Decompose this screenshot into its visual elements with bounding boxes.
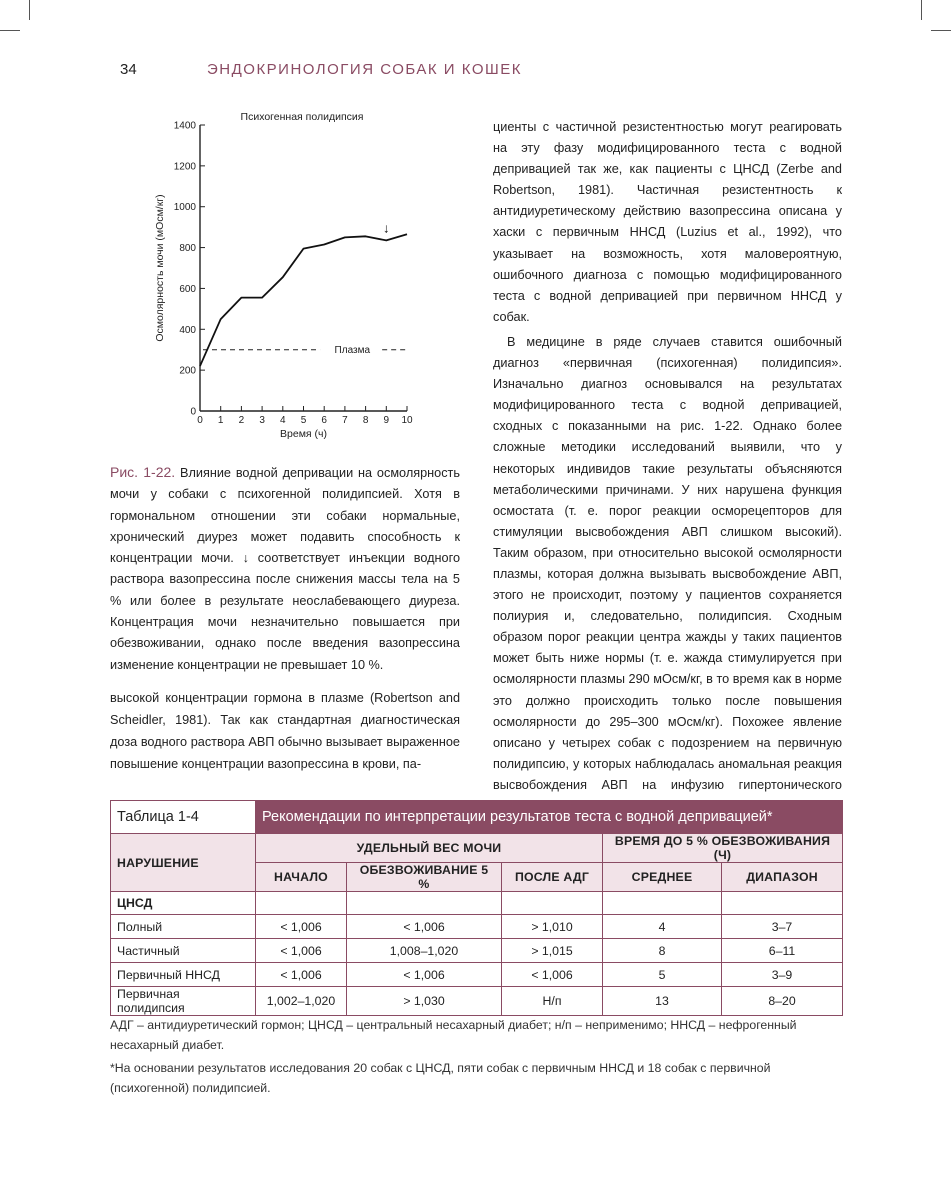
x-tick-label: 9 [383,415,390,426]
table-cell: < 1,006 [256,939,347,963]
page-number: 34 [120,61,137,78]
crop-mark [931,30,951,31]
table-cell: < 1,006 [347,963,502,987]
table-title: Рекомендации по интерпретации результатов теста с водной депривацией* [256,801,843,834]
column-header-dehydration: ОБЕЗВОЖИВАНИЕ 5 % [347,863,502,892]
table-cell: < 1,006 [502,963,603,987]
table-cell: < 1,006 [347,915,502,939]
table-row [111,987,843,1016]
section-label: ЦНСД [111,892,256,915]
x-axis-label: Время (ч) [280,428,327,440]
x-tick-label: 4 [280,415,286,426]
figure-caption-text: Влияние водной депривации на осмолярность мочи у собаки с психогенной полидипсией. Хотя в гормональном отношении эти собаки нормальные, хронический диурез может подавить способность к концентрации мочи. ↓ соответствует инъекции водного раствора вазопрессина после снижения массы тела на 5 % или более в результате неослабевающего диуреза. Концентрация мочи незначительно повышается при обезвоживании, однако после введения вазопрессина изменение концентрации не превышает 10 %. [110,466,460,672]
table-cell: 8 [603,939,722,963]
y-tick-label: 400 [179,324,196,336]
column-header-range: ДИАПАЗОН [722,863,843,892]
y-tick-label: 1200 [173,161,196,173]
table-notes [110,1016,843,1102]
x-tick-label: 1 [217,415,224,426]
chart-title: Психогенная полидипсия [240,111,364,123]
table-cell: 13 [603,987,722,1016]
table-cell: 1,008–1,020 [347,939,502,963]
table-cell: 6–11 [722,939,843,963]
y-tick-label: 1400 [173,120,196,132]
paragraph: высокой концентрации гормона в плазме (Robertson and Scheidler, 1981). Так как стандартная диагностическая доза водного раствора АВП обычно вызывает выраженное повышение концентрации вазопрессина в крови, па- [110,691,460,771]
group-header-specific-gravity: УДЕЛЬНЫЙ ВЕС МОЧИ [256,834,603,863]
paragraph: циенты с частичной резистентностью могут реагировать на эту фазу модифицированного теста с водной депривацией так же, как пациенты с ЦНСД (Zerbe and Robertson, 1981). Частичная резистентность к антидиуретическому действию вазопрессина описана у хаски с первичным ННСД (Luzius et al., 1992), что указывает на возможность, хотя маловероятную, ошибочного диагноза с помощью модифицированного теста с водной депривацией при первичном ННСД у собак. [493,120,842,324]
x-tick-label: 3 [259,415,265,426]
table-cell: > 1,030 [347,987,502,1016]
row-name: Первичная полидипсия [111,987,256,1016]
crop-mark [0,30,20,31]
figure-label: Рис. 1-22. [110,464,176,480]
y-tick-label: 800 [179,243,196,255]
row-name: Полный [111,915,256,939]
table-cell: 8–20 [722,987,843,1016]
series-line [200,234,407,366]
table-cell: 4 [603,915,722,939]
plasma-reference-label: Плазма [334,345,371,357]
x-tick-label: 6 [321,415,327,426]
table-label: Таблица 1-4 [111,801,256,834]
table-cell: 1,002–1,020 [256,987,347,1016]
paragraph: В медицине в ряде случаев ставится ошибочный диагноз «первичная (психогенная) полидипсия». Изначально диагноз основывался на результатах модифицированного теста с водной депривацией, сходных с показанными на рис. 1-22. Однако более сложные методики исследований выявили, что у некоторых индивидов такие результаты объясняются метаболическими причинами. У них нарушена функция осмостата (т. е. порог реакции осморецепторов для стимуляции высвобождения АВП слишком высокий). Таким образом, при относительно высокой осмолярности плазмы, которая должна вызывать высвобождение АВП, этого не происходит, поэтому у пациентов сохраняется полиурия и, следовательно, полидипсия. Сходным образом порог реакции центра жажды у таких пациентов может быть ниже нормы (т. е. жажда стимулируется при осмолярности плазмы 290 мОсм/кг, в то время как в норме это должно происходить только после повышения осмолярности до 295–300 мОсм/кг). Похожее явление описано у четырех собак с подозрением на первичную полидипсию, у которых наблюдалась аномальная реакция высвобождения АВП на инфузию гипертонического [493,334,842,792]
table-cell: 5 [603,963,722,987]
x-tick-label: 5 [300,415,307,426]
table-row [111,939,843,963]
left-column-text [110,687,460,775]
table-cell: > 1,015 [502,939,603,963]
y-tick-label: 0 [190,406,196,418]
group-header-time: ВРЕМЯ ДО 5 % ОБЕЗВОЖИВАНИЯ (Ч) [603,834,843,863]
x-tick-label: 8 [362,415,369,426]
footnote: *На основании результатов исследования 20 собак с ЦНСД, пяти собак с первичным ННСД и 18 собак с первичной (психогенной) полидипсией. [110,1061,771,1095]
table-cell: < 1,006 [256,963,347,987]
x-tick-label: 2 [238,415,245,426]
x-tick-label: 10 [401,415,413,426]
table-row [111,915,843,939]
table-cell: Н/п [502,987,603,1016]
column-header-start: НАЧАЛО [256,863,347,892]
crop-mark [29,0,30,20]
y-tick-label: 600 [179,283,196,295]
table-cell: > 1,010 [502,915,603,939]
abbreviations-note: АДГ – антидиуретический гормон; ЦНСД – центральный несахарный диабет; н/п – неприменимо; ННСД – нефрогенный несахарный диабет. [110,1018,797,1052]
table-cell: 3–7 [722,915,843,939]
recommendation-table [110,800,843,1016]
row-name: Первичный ННСД [111,963,256,987]
x-tick-label: 7 [342,415,348,426]
table-cell: 3–9 [722,963,843,987]
y-axis-label: Осмолярность мочи (мОсм/кг) [154,194,166,342]
y-tick-label: 200 [179,365,196,377]
x-tick-label: 0 [197,415,203,426]
running-title: ЭНДОКРИНОЛОГИЯ СОБАК И КОШЕК [207,61,522,78]
row-name: Частичный [111,939,256,963]
table-row [111,963,843,987]
crop-mark [921,0,922,20]
vasopressin-injection-arrow: ↓ [383,220,390,236]
right-column-text [493,117,842,859]
column-header-after-adh: ПОСЛЕ АДГ [502,863,603,892]
column-header-disorder: НАРУШЕНИЕ [111,834,256,892]
y-tick-label: 1000 [173,202,196,214]
table-cell: < 1,006 [256,915,347,939]
figure-caption [110,462,460,676]
column-header-mean: СРЕДНЕЕ [603,863,722,892]
osmolality-chart [150,100,450,450]
